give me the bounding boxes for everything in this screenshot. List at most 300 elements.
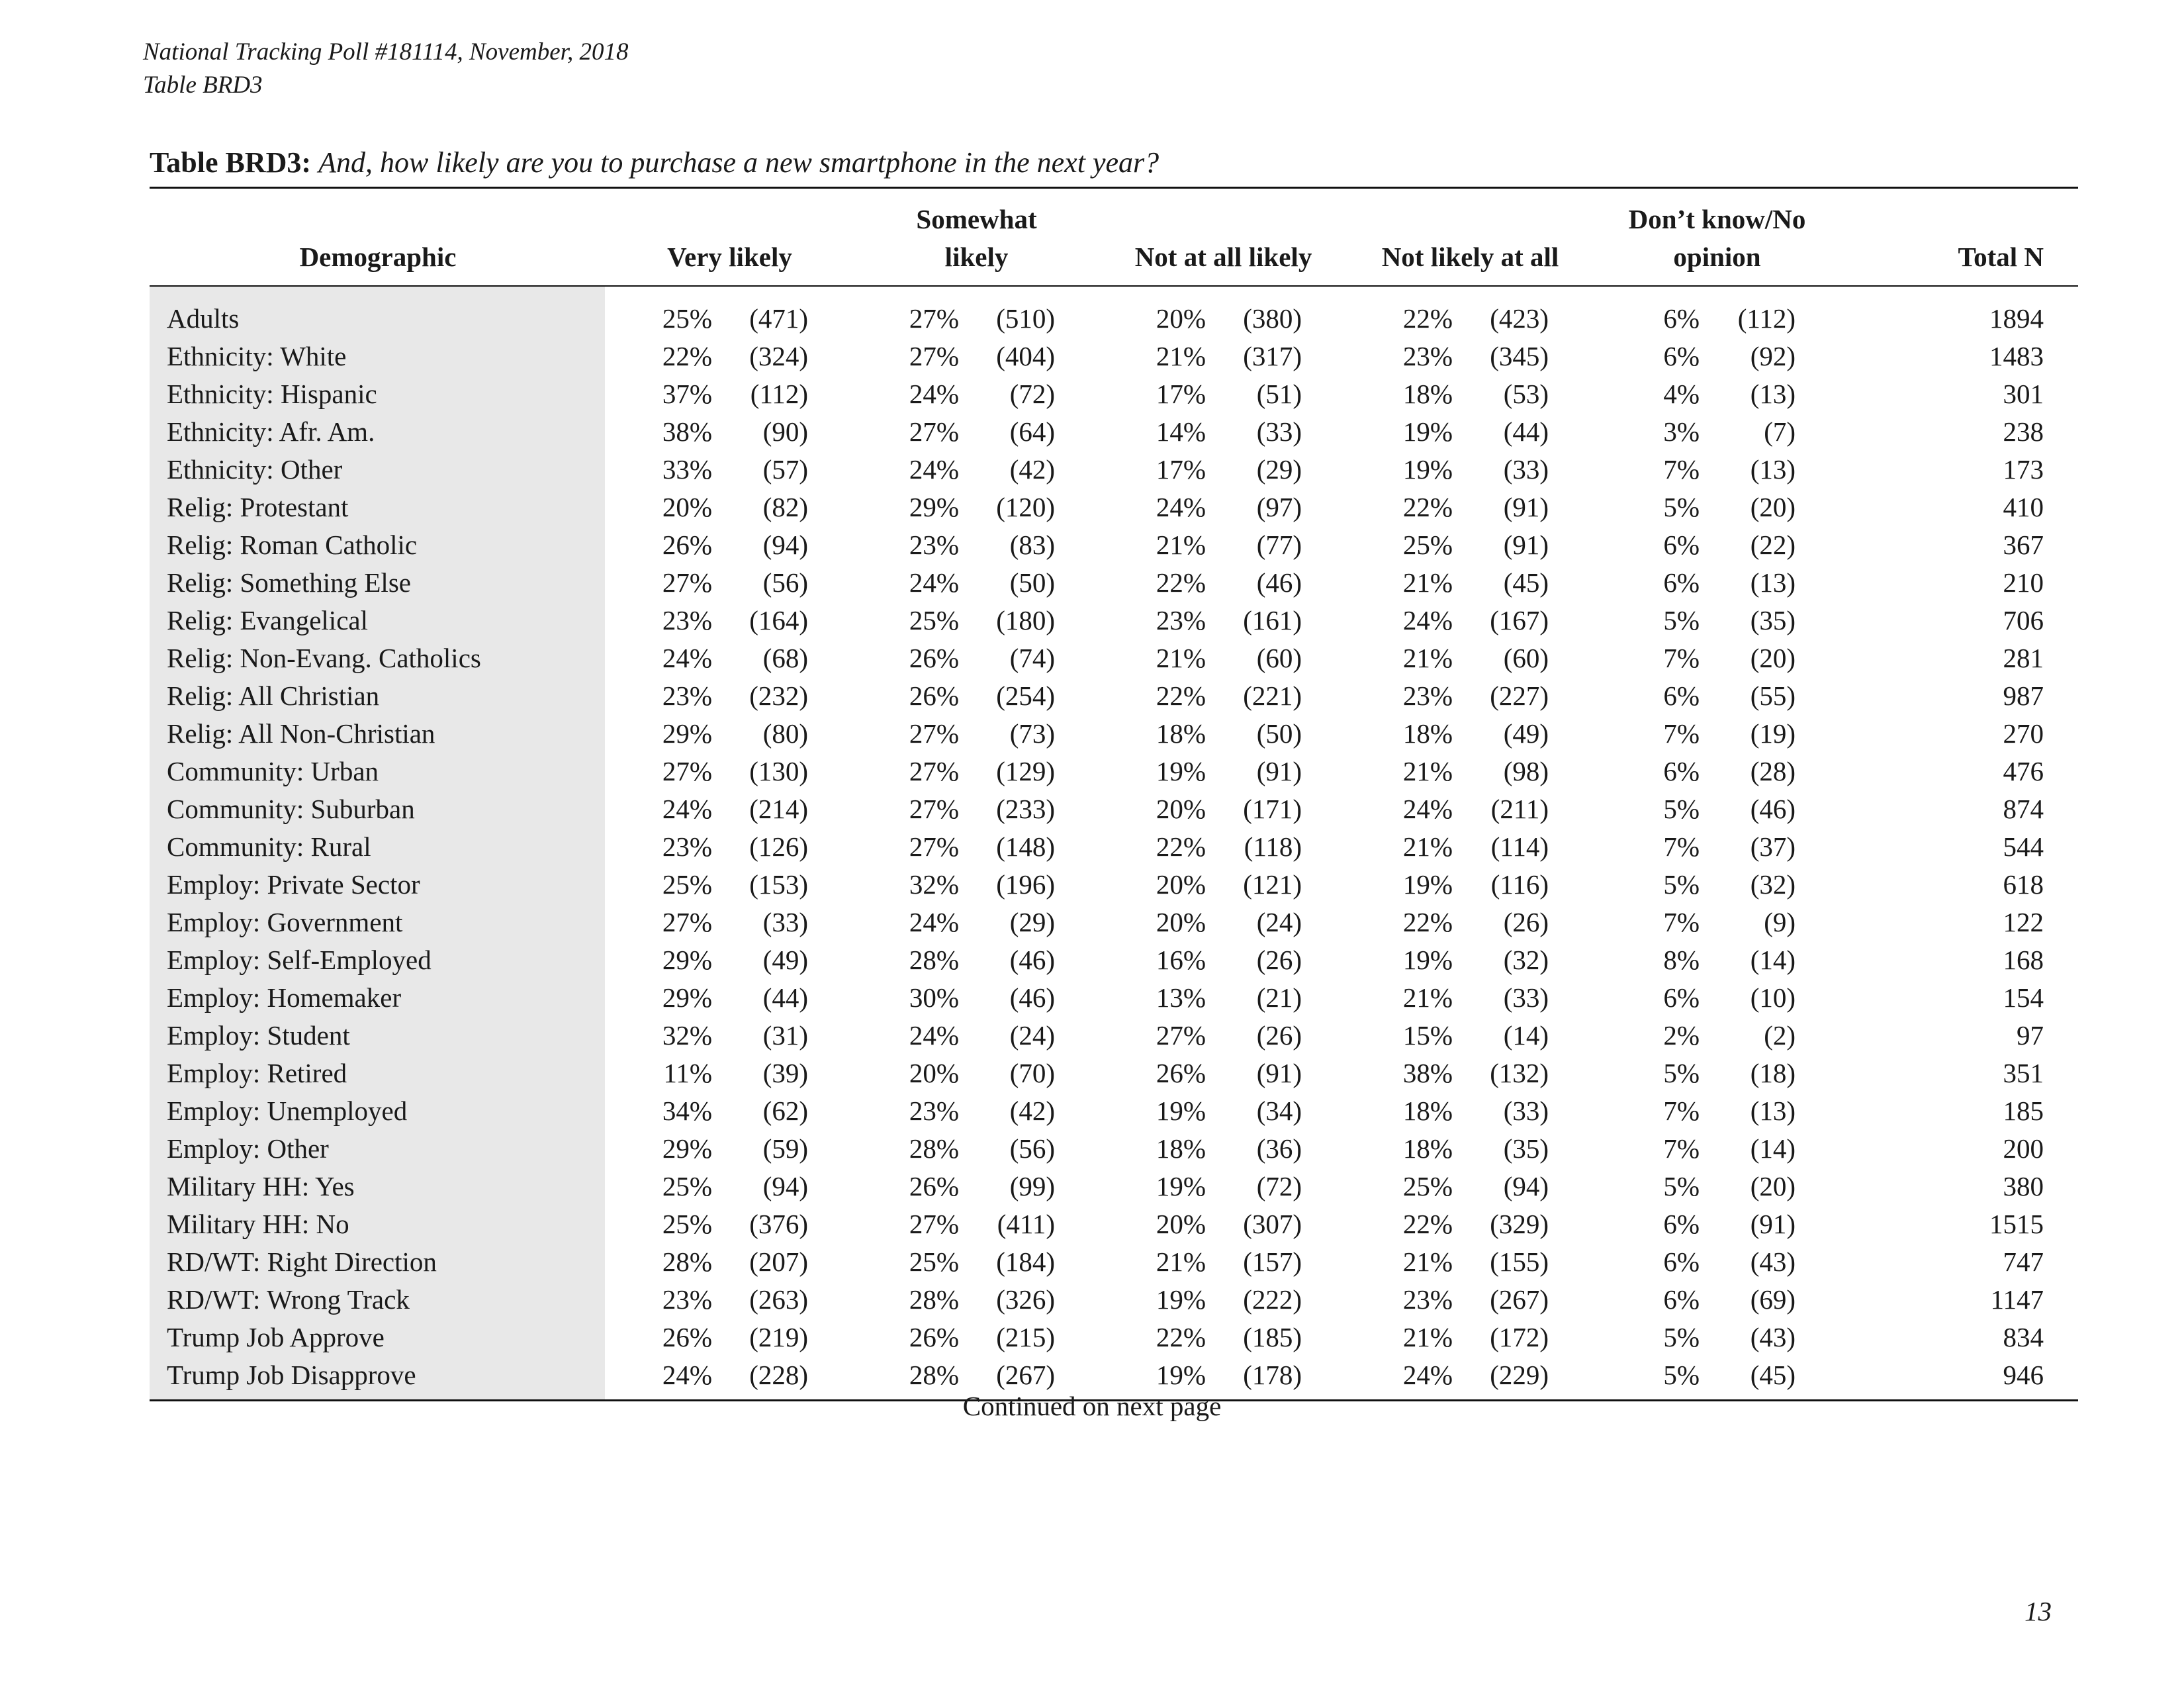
row-total-n: 210 bbox=[2003, 567, 2044, 598]
dont-know-count: (9) bbox=[1764, 907, 1796, 937]
table-row bbox=[150, 375, 2078, 413]
dont-know-percent: 6% bbox=[1663, 530, 1700, 560]
table-row bbox=[150, 451, 2078, 489]
very-likely-count: (82) bbox=[762, 492, 809, 522]
row-total-n: 987 bbox=[2003, 680, 2044, 711]
not-at-all-likely-count: (161) bbox=[1243, 605, 1302, 635]
somewhat-likely-count: (196) bbox=[996, 869, 1056, 900]
very-likely-percent: 27% bbox=[662, 567, 712, 598]
not-at-all-likely-count: (118) bbox=[1244, 831, 1302, 862]
very-likely-percent: 33% bbox=[662, 454, 712, 485]
not-at-all-likely-count: (50) bbox=[1256, 718, 1302, 749]
table-row bbox=[150, 489, 2078, 526]
header-somewhat-likely bbox=[853, 188, 1100, 287]
somewhat-likely-count: (50) bbox=[1009, 567, 1056, 598]
dont-know-percent: 8% bbox=[1663, 945, 1700, 975]
not-at-all-likely-percent: 21% bbox=[1156, 1246, 1206, 1277]
somewhat-likely-count: (326) bbox=[996, 1284, 1056, 1315]
row-total-n: 367 bbox=[2003, 530, 2044, 560]
row-total-n: 1515 bbox=[1989, 1209, 2044, 1239]
somewhat-likely-count: (215) bbox=[996, 1322, 1056, 1352]
somewhat-likely-count: (72) bbox=[1009, 379, 1056, 409]
not-likely-at-all-percent: 19% bbox=[1402, 945, 1453, 975]
not-likely-at-all-count: (35) bbox=[1503, 1133, 1549, 1164]
somewhat-likely-percent: 23% bbox=[909, 530, 960, 560]
not-at-all-likely-count: (91) bbox=[1256, 1058, 1302, 1088]
row-total-n: 1483 bbox=[1989, 341, 2044, 371]
very-likely-percent: 38% bbox=[662, 416, 712, 447]
dont-know-count: (46) bbox=[1750, 794, 1796, 824]
somewhat-likely-percent: 27% bbox=[909, 303, 960, 334]
dont-know-percent: 5% bbox=[1663, 794, 1700, 824]
somewhat-likely-count: (99) bbox=[1009, 1171, 1056, 1201]
row-demographic: Employ: Unemployed bbox=[150, 1092, 606, 1130]
not-likely-at-all-count: (114) bbox=[1490, 831, 1549, 862]
very-likely-percent: 22% bbox=[662, 341, 712, 371]
not-likely-at-all-percent: 21% bbox=[1402, 643, 1453, 673]
not-at-all-likely-count: (24) bbox=[1256, 907, 1302, 937]
very-likely-count: (214) bbox=[749, 794, 809, 824]
table-row bbox=[150, 1017, 2078, 1055]
not-likely-at-all-percent: 18% bbox=[1402, 1096, 1453, 1126]
dont-know-percent: 6% bbox=[1663, 982, 1700, 1013]
not-at-all-likely-count: (178) bbox=[1208, 1356, 1347, 1401]
not-likely-at-all-count: (33) bbox=[1503, 454, 1549, 485]
not-likely-at-all-percent: 22% bbox=[1402, 1209, 1453, 1239]
not-likely-at-all-percent: 15% bbox=[1402, 1020, 1453, 1051]
table-row bbox=[150, 1281, 2078, 1319]
very-likely-percent: 23% bbox=[662, 1284, 712, 1315]
not-at-all-likely-count: (72) bbox=[1256, 1171, 1302, 1201]
not-at-all-likely-count: (185) bbox=[1243, 1322, 1302, 1352]
dont-know-count: (13) bbox=[1750, 454, 1796, 485]
not-likely-at-all-percent: 24% bbox=[1402, 605, 1453, 635]
poll-name: National Tracking Poll #181114, November, 2018 bbox=[143, 38, 629, 66]
somewhat-likely-count: (184) bbox=[996, 1246, 1056, 1277]
not-likely-at-all-count: (45) bbox=[1503, 567, 1549, 598]
not-likely-at-all-percent: 21% bbox=[1402, 1322, 1453, 1352]
dont-know-percent: 4% bbox=[1663, 379, 1700, 409]
table-row bbox=[150, 941, 2078, 979]
row-total-n: 618 bbox=[2003, 869, 2044, 900]
dont-know-count: (69) bbox=[1750, 1284, 1796, 1315]
not-likely-at-all-percent: 25% bbox=[1402, 1171, 1453, 1201]
row-demographic: Employ: Self-Employed bbox=[150, 941, 606, 979]
not-likely-at-all-count: (329) bbox=[1490, 1209, 1549, 1239]
somewhat-likely-count: (120) bbox=[996, 492, 1056, 522]
dont-know-count: (14) bbox=[1750, 945, 1796, 975]
somewhat-likely-percent: 24% bbox=[909, 454, 960, 485]
not-at-all-likely-percent: 24% bbox=[1156, 492, 1206, 522]
somewhat-likely-count: (129) bbox=[996, 756, 1056, 786]
not-likely-at-all-percent: 18% bbox=[1402, 379, 1453, 409]
somewhat-likely-percent: 26% bbox=[909, 1171, 960, 1201]
dont-know-count: (45) bbox=[1702, 1356, 1841, 1401]
not-likely-at-all-percent: 18% bbox=[1402, 718, 1453, 749]
somewhat-likely-count: (70) bbox=[1009, 1058, 1056, 1088]
dont-know-percent: 6% bbox=[1663, 680, 1700, 711]
table-row bbox=[150, 413, 2078, 451]
row-total-n: 185 bbox=[2003, 1096, 2044, 1126]
very-likely-count: (228) bbox=[715, 1356, 853, 1401]
header-dont-know-line2: opinion bbox=[1673, 242, 1761, 272]
row-demographic: Community: Suburban bbox=[150, 790, 606, 828]
somewhat-likely-count: (267) bbox=[962, 1356, 1100, 1401]
not-at-all-likely-percent: 23% bbox=[1156, 605, 1206, 635]
very-likely-count: (94) bbox=[762, 1171, 809, 1201]
very-likely-count: (44) bbox=[762, 982, 809, 1013]
not-at-all-likely-percent: 21% bbox=[1156, 643, 1206, 673]
very-likely-percent: 25% bbox=[662, 1171, 712, 1201]
header-total-n: Total N bbox=[1841, 188, 2078, 287]
not-likely-at-all-percent: 19% bbox=[1402, 869, 1453, 900]
dont-know-percent: 6% bbox=[1663, 567, 1700, 598]
very-likely-percent: 25% bbox=[662, 303, 712, 334]
very-likely-count: (153) bbox=[749, 869, 809, 900]
row-demographic: Relig: Something Else bbox=[150, 564, 606, 602]
somewhat-likely-count: (73) bbox=[1009, 718, 1056, 749]
not-likely-at-all-count: (91) bbox=[1503, 530, 1549, 560]
row-demographic: Employ: Government bbox=[150, 904, 606, 941]
somewhat-likely-percent: 25% bbox=[909, 605, 960, 635]
header-demographic: Demographic bbox=[150, 188, 606, 287]
somewhat-likely-percent: 27% bbox=[909, 416, 960, 447]
somewhat-likely-percent: 23% bbox=[909, 1096, 960, 1126]
not-at-all-likely-percent: 20% bbox=[1156, 794, 1206, 824]
dont-know-count: (112) bbox=[1737, 303, 1796, 334]
very-likely-count: (56) bbox=[762, 567, 809, 598]
dont-know-percent: 6% bbox=[1663, 1246, 1700, 1277]
not-at-all-likely-count: (26) bbox=[1256, 945, 1302, 975]
not-likely-at-all-percent: 21% bbox=[1402, 567, 1453, 598]
not-at-all-likely-percent: 21% bbox=[1156, 341, 1206, 371]
row-demographic: Employ: Retired bbox=[150, 1055, 606, 1092]
very-likely-percent: 29% bbox=[662, 718, 712, 749]
dont-know-count: (13) bbox=[1750, 379, 1796, 409]
not-at-all-likely-percent: 18% bbox=[1156, 718, 1206, 749]
row-total-n: 380 bbox=[2003, 1171, 2044, 1201]
not-likely-at-all-percent: 24% bbox=[1347, 1356, 1455, 1401]
very-likely-count: (59) bbox=[762, 1133, 809, 1164]
very-likely-percent: 23% bbox=[662, 680, 712, 711]
not-likely-at-all-count: (33) bbox=[1503, 982, 1549, 1013]
not-at-all-likely-count: (157) bbox=[1243, 1246, 1302, 1277]
table-row bbox=[150, 1243, 2078, 1281]
dont-know-count: (20) bbox=[1750, 643, 1796, 673]
dont-know-percent: 5% bbox=[1663, 605, 1700, 635]
row-total-n: 1894 bbox=[1989, 303, 2044, 334]
very-likely-percent: 29% bbox=[662, 982, 712, 1013]
not-at-all-likely-count: (21) bbox=[1256, 982, 1302, 1013]
very-likely-percent: 23% bbox=[662, 831, 712, 862]
dont-know-count: (20) bbox=[1750, 1171, 1796, 1201]
table-row bbox=[150, 979, 2078, 1017]
very-likely-count: (376) bbox=[749, 1209, 809, 1239]
not-at-all-likely-count: (33) bbox=[1256, 416, 1302, 447]
somewhat-likely-count: (24) bbox=[1009, 1020, 1056, 1051]
not-likely-at-all-percent: 23% bbox=[1402, 341, 1453, 371]
very-likely-count: (232) bbox=[749, 680, 809, 711]
not-at-all-likely-percent: 22% bbox=[1156, 680, 1206, 711]
row-total-n: 351 bbox=[2003, 1058, 2044, 1088]
dont-know-percent: 5% bbox=[1663, 869, 1700, 900]
not-at-all-likely-percent: 22% bbox=[1156, 567, 1206, 598]
very-likely-percent: 26% bbox=[662, 530, 712, 560]
very-likely-count: (80) bbox=[762, 718, 809, 749]
very-likely-count: (31) bbox=[762, 1020, 809, 1051]
dont-know-count: (13) bbox=[1750, 567, 1796, 598]
row-total-n: 706 bbox=[2003, 605, 2044, 635]
table-row bbox=[150, 1130, 2078, 1168]
dont-know-count: (13) bbox=[1750, 1096, 1796, 1126]
dont-know-count: (10) bbox=[1750, 982, 1796, 1013]
not-at-all-likely-count: (221) bbox=[1243, 680, 1302, 711]
not-at-all-likely-percent: 22% bbox=[1156, 1322, 1206, 1352]
header-very-likely: Very likely bbox=[606, 188, 853, 287]
dont-know-count: (43) bbox=[1750, 1246, 1796, 1277]
not-likely-at-all-count: (267) bbox=[1490, 1284, 1549, 1315]
very-likely-count: (164) bbox=[749, 605, 809, 635]
row-demographic: Relig: Non-Evang. Catholics bbox=[150, 639, 606, 677]
not-at-all-likely-count: (171) bbox=[1243, 794, 1302, 824]
table-row bbox=[150, 286, 2078, 338]
dont-know-percent: 5% bbox=[1663, 1322, 1700, 1352]
somewhat-likely-percent: 24% bbox=[909, 907, 960, 937]
somewhat-likely-percent: 28% bbox=[909, 945, 960, 975]
somewhat-likely-count: (46) bbox=[1009, 982, 1056, 1013]
not-at-all-likely-count: (222) bbox=[1243, 1284, 1302, 1315]
row-demographic: Employ: Student bbox=[150, 1017, 606, 1055]
not-at-all-likely-percent: 13% bbox=[1156, 982, 1206, 1013]
very-likely-count: (57) bbox=[762, 454, 809, 485]
not-at-all-likely-percent: 19% bbox=[1100, 1356, 1208, 1401]
not-likely-at-all-percent: 21% bbox=[1402, 1246, 1453, 1277]
not-at-all-likely-count: (307) bbox=[1243, 1209, 1302, 1239]
not-likely-at-all-percent: 23% bbox=[1402, 1284, 1453, 1315]
continued-note: Continued on next page bbox=[962, 1391, 1222, 1421]
very-likely-count: (62) bbox=[762, 1096, 809, 1126]
row-total-n: 1147 bbox=[1990, 1284, 2044, 1315]
somewhat-likely-percent: 29% bbox=[909, 492, 960, 522]
not-likely-at-all-count: (44) bbox=[1503, 416, 1549, 447]
dont-know-count: (19) bbox=[1750, 718, 1796, 749]
row-demographic: Ethnicity: Hispanic bbox=[150, 375, 606, 413]
row-demographic: Military HH: Yes bbox=[150, 1168, 606, 1205]
table-title bbox=[150, 144, 1159, 181]
row-total-n: 544 bbox=[2003, 831, 2044, 862]
somewhat-likely-count: (233) bbox=[996, 794, 1056, 824]
table-row bbox=[150, 1168, 2078, 1205]
header-not-at-all-likely: Not at all likely bbox=[1100, 188, 1347, 287]
table-row bbox=[150, 753, 2078, 790]
not-likely-at-all-percent: 22% bbox=[1402, 492, 1453, 522]
not-likely-at-all-count: (91) bbox=[1503, 492, 1549, 522]
somewhat-likely-count: (29) bbox=[1009, 907, 1056, 937]
very-likely-percent: 24% bbox=[662, 794, 712, 824]
not-likely-at-all-count: (53) bbox=[1503, 379, 1549, 409]
dont-know-count: (22) bbox=[1750, 530, 1796, 560]
not-likely-at-all-percent: 19% bbox=[1402, 454, 1453, 485]
dont-know-count: (2) bbox=[1764, 1020, 1796, 1051]
table-row bbox=[150, 639, 2078, 677]
dont-know-count: (92) bbox=[1750, 341, 1796, 371]
not-likely-at-all-percent: 21% bbox=[1402, 982, 1453, 1013]
not-at-all-likely-percent: 20% bbox=[1156, 303, 1206, 334]
somewhat-likely-count: (64) bbox=[1009, 416, 1056, 447]
row-demographic: Relig: All Non-Christian bbox=[150, 715, 606, 753]
row-total-n: 476 bbox=[2003, 756, 2044, 786]
not-likely-at-all-percent: 38% bbox=[1402, 1058, 1453, 1088]
dont-know-percent: 7% bbox=[1663, 643, 1700, 673]
very-likely-count: (112) bbox=[750, 379, 809, 409]
very-likely-percent: 25% bbox=[662, 869, 712, 900]
not-likely-at-all-count: (116) bbox=[1490, 869, 1549, 900]
not-at-all-likely-count: (26) bbox=[1256, 1020, 1302, 1051]
table-reference: Table BRD3 bbox=[143, 71, 263, 99]
very-likely-count: (33) bbox=[762, 907, 809, 937]
very-likely-percent: 29% bbox=[662, 945, 712, 975]
very-likely-count: (324) bbox=[749, 341, 809, 371]
not-likely-at-all-count: (211) bbox=[1490, 794, 1549, 824]
header-somewhat-line2: likely bbox=[944, 242, 1009, 272]
row-demographic: Employ: Homemaker bbox=[150, 979, 606, 1017]
dont-know-percent: 6% bbox=[1663, 1209, 1700, 1239]
very-likely-percent: 27% bbox=[662, 907, 712, 937]
not-likely-at-all-count: (345) bbox=[1490, 341, 1549, 371]
table-row bbox=[150, 1055, 2078, 1092]
dont-know-percent: 6% bbox=[1663, 303, 1700, 334]
table-row bbox=[150, 828, 2078, 866]
somewhat-likely-percent: 24% bbox=[909, 567, 960, 598]
dont-know-percent: 7% bbox=[1663, 907, 1700, 937]
row-demographic: Relig: All Christian bbox=[150, 677, 606, 715]
somewhat-likely-percent: 26% bbox=[909, 680, 960, 711]
not-at-all-likely-percent: 21% bbox=[1156, 530, 1206, 560]
not-likely-at-all-percent: 24% bbox=[1402, 794, 1453, 824]
not-likely-at-all-count: (172) bbox=[1490, 1322, 1549, 1352]
row-total-n: 874 bbox=[2003, 794, 2044, 824]
not-at-all-likely-count: (51) bbox=[1256, 379, 1302, 409]
somewhat-likely-count: (83) bbox=[1009, 530, 1056, 560]
row-demographic: Trump Job Disapprove bbox=[150, 1356, 606, 1401]
table-row bbox=[150, 564, 2078, 602]
row-total-n: 747 bbox=[2003, 1246, 2044, 1277]
not-likely-at-all-count: (423) bbox=[1490, 303, 1549, 334]
not-at-all-likely-count: (121) bbox=[1243, 869, 1302, 900]
very-likely-percent: 20% bbox=[662, 492, 712, 522]
dont-know-percent: 5% bbox=[1663, 492, 1700, 522]
dont-know-count: (14) bbox=[1750, 1133, 1796, 1164]
very-likely-percent: 28% bbox=[662, 1246, 712, 1277]
row-total-n: 154 bbox=[2003, 982, 2044, 1013]
row-demographic: Ethnicity: Other bbox=[150, 451, 606, 489]
table-row bbox=[150, 1092, 2078, 1130]
header-dont-know-line1: Don’t know/No bbox=[1628, 204, 1806, 234]
somewhat-likely-percent: 27% bbox=[909, 341, 960, 371]
dont-know-percent: 5% bbox=[1594, 1356, 1702, 1401]
not-at-all-likely-percent: 18% bbox=[1156, 1133, 1206, 1164]
page-number: 13 bbox=[2025, 1596, 2052, 1626]
row-total-n: 270 bbox=[2003, 718, 2044, 749]
not-likely-at-all-count: (227) bbox=[1490, 680, 1549, 711]
table-row bbox=[150, 866, 2078, 904]
table-title-question: And, how likely are you to purchase a new smartphone in the next year? bbox=[318, 146, 1160, 179]
not-likely-at-all-percent: 22% bbox=[1402, 907, 1453, 937]
row-total-n: 238 bbox=[2003, 416, 2044, 447]
somewhat-likely-percent: 26% bbox=[909, 1322, 960, 1352]
not-likely-at-all-percent: 21% bbox=[1402, 831, 1453, 862]
very-likely-count: (49) bbox=[762, 945, 809, 975]
somewhat-likely-percent: 26% bbox=[909, 643, 960, 673]
not-likely-at-all-count: (26) bbox=[1503, 907, 1549, 937]
dont-know-percent: 5% bbox=[1663, 1171, 1700, 1201]
row-demographic: Ethnicity: Afr. Am. bbox=[150, 413, 606, 451]
dont-know-percent: 6% bbox=[1663, 1284, 1700, 1315]
not-at-all-likely-percent: 27% bbox=[1156, 1020, 1206, 1051]
not-at-all-likely-count: (91) bbox=[1256, 756, 1302, 786]
not-at-all-likely-percent: 20% bbox=[1156, 907, 1206, 937]
dont-know-count: (43) bbox=[1750, 1322, 1796, 1352]
dont-know-percent: 5% bbox=[1663, 1058, 1700, 1088]
very-likely-count: (263) bbox=[749, 1284, 809, 1315]
dont-know-percent: 7% bbox=[1663, 1133, 1700, 1164]
row-demographic: Ethnicity: White bbox=[150, 338, 606, 375]
not-at-all-likely-count: (46) bbox=[1256, 567, 1302, 598]
dont-know-percent: 7% bbox=[1663, 454, 1700, 485]
somewhat-likely-percent: 27% bbox=[909, 756, 960, 786]
not-at-all-likely-percent: 19% bbox=[1156, 1284, 1206, 1315]
not-at-all-likely-count: (97) bbox=[1256, 492, 1302, 522]
table-row bbox=[150, 526, 2078, 564]
not-at-all-likely-count: (380) bbox=[1243, 303, 1302, 334]
somewhat-likely-percent: 28% bbox=[909, 1133, 960, 1164]
not-likely-at-all-count: (98) bbox=[1503, 756, 1549, 786]
table-row bbox=[150, 790, 2078, 828]
not-at-all-likely-percent: 17% bbox=[1156, 379, 1206, 409]
dont-know-percent: 3% bbox=[1663, 416, 1700, 447]
table-row bbox=[150, 602, 2078, 639]
not-likely-at-all-count: (155) bbox=[1490, 1246, 1549, 1277]
not-likely-at-all-count: (94) bbox=[1503, 1171, 1549, 1201]
not-likely-at-all-percent: 21% bbox=[1402, 756, 1453, 786]
table-row bbox=[150, 1319, 2078, 1356]
not-likely-at-all-percent: 22% bbox=[1402, 303, 1453, 334]
not-likely-at-all-count: (33) bbox=[1503, 1096, 1549, 1126]
table-row bbox=[150, 904, 2078, 941]
very-likely-percent: 23% bbox=[662, 605, 712, 635]
somewhat-likely-count: (56) bbox=[1009, 1133, 1056, 1164]
crosstab-table bbox=[150, 187, 2078, 1401]
very-likely-percent: 24% bbox=[606, 1356, 715, 1401]
row-demographic: Employ: Other bbox=[150, 1130, 606, 1168]
dont-know-count: (18) bbox=[1750, 1058, 1796, 1088]
row-demographic: Community: Rural bbox=[150, 828, 606, 866]
row-demographic: Relig: Protestant bbox=[150, 489, 606, 526]
somewhat-likely-percent: 24% bbox=[909, 1020, 960, 1051]
table-row bbox=[150, 338, 2078, 375]
row-total-n: 168 bbox=[2003, 945, 2044, 975]
somewhat-likely-count: (42) bbox=[1009, 454, 1056, 485]
somewhat-likely-count: (254) bbox=[996, 680, 1056, 711]
somewhat-likely-percent: 28% bbox=[909, 1284, 960, 1315]
dont-know-percent: 7% bbox=[1663, 1096, 1700, 1126]
somewhat-likely-percent: 27% bbox=[909, 718, 960, 749]
row-total-n: 200 bbox=[2003, 1133, 2044, 1164]
dont-know-count: (32) bbox=[1750, 869, 1796, 900]
not-likely-at-all-count: (229) bbox=[1455, 1356, 1594, 1401]
dont-know-count: (35) bbox=[1750, 605, 1796, 635]
not-at-all-likely-count: (77) bbox=[1256, 530, 1302, 560]
